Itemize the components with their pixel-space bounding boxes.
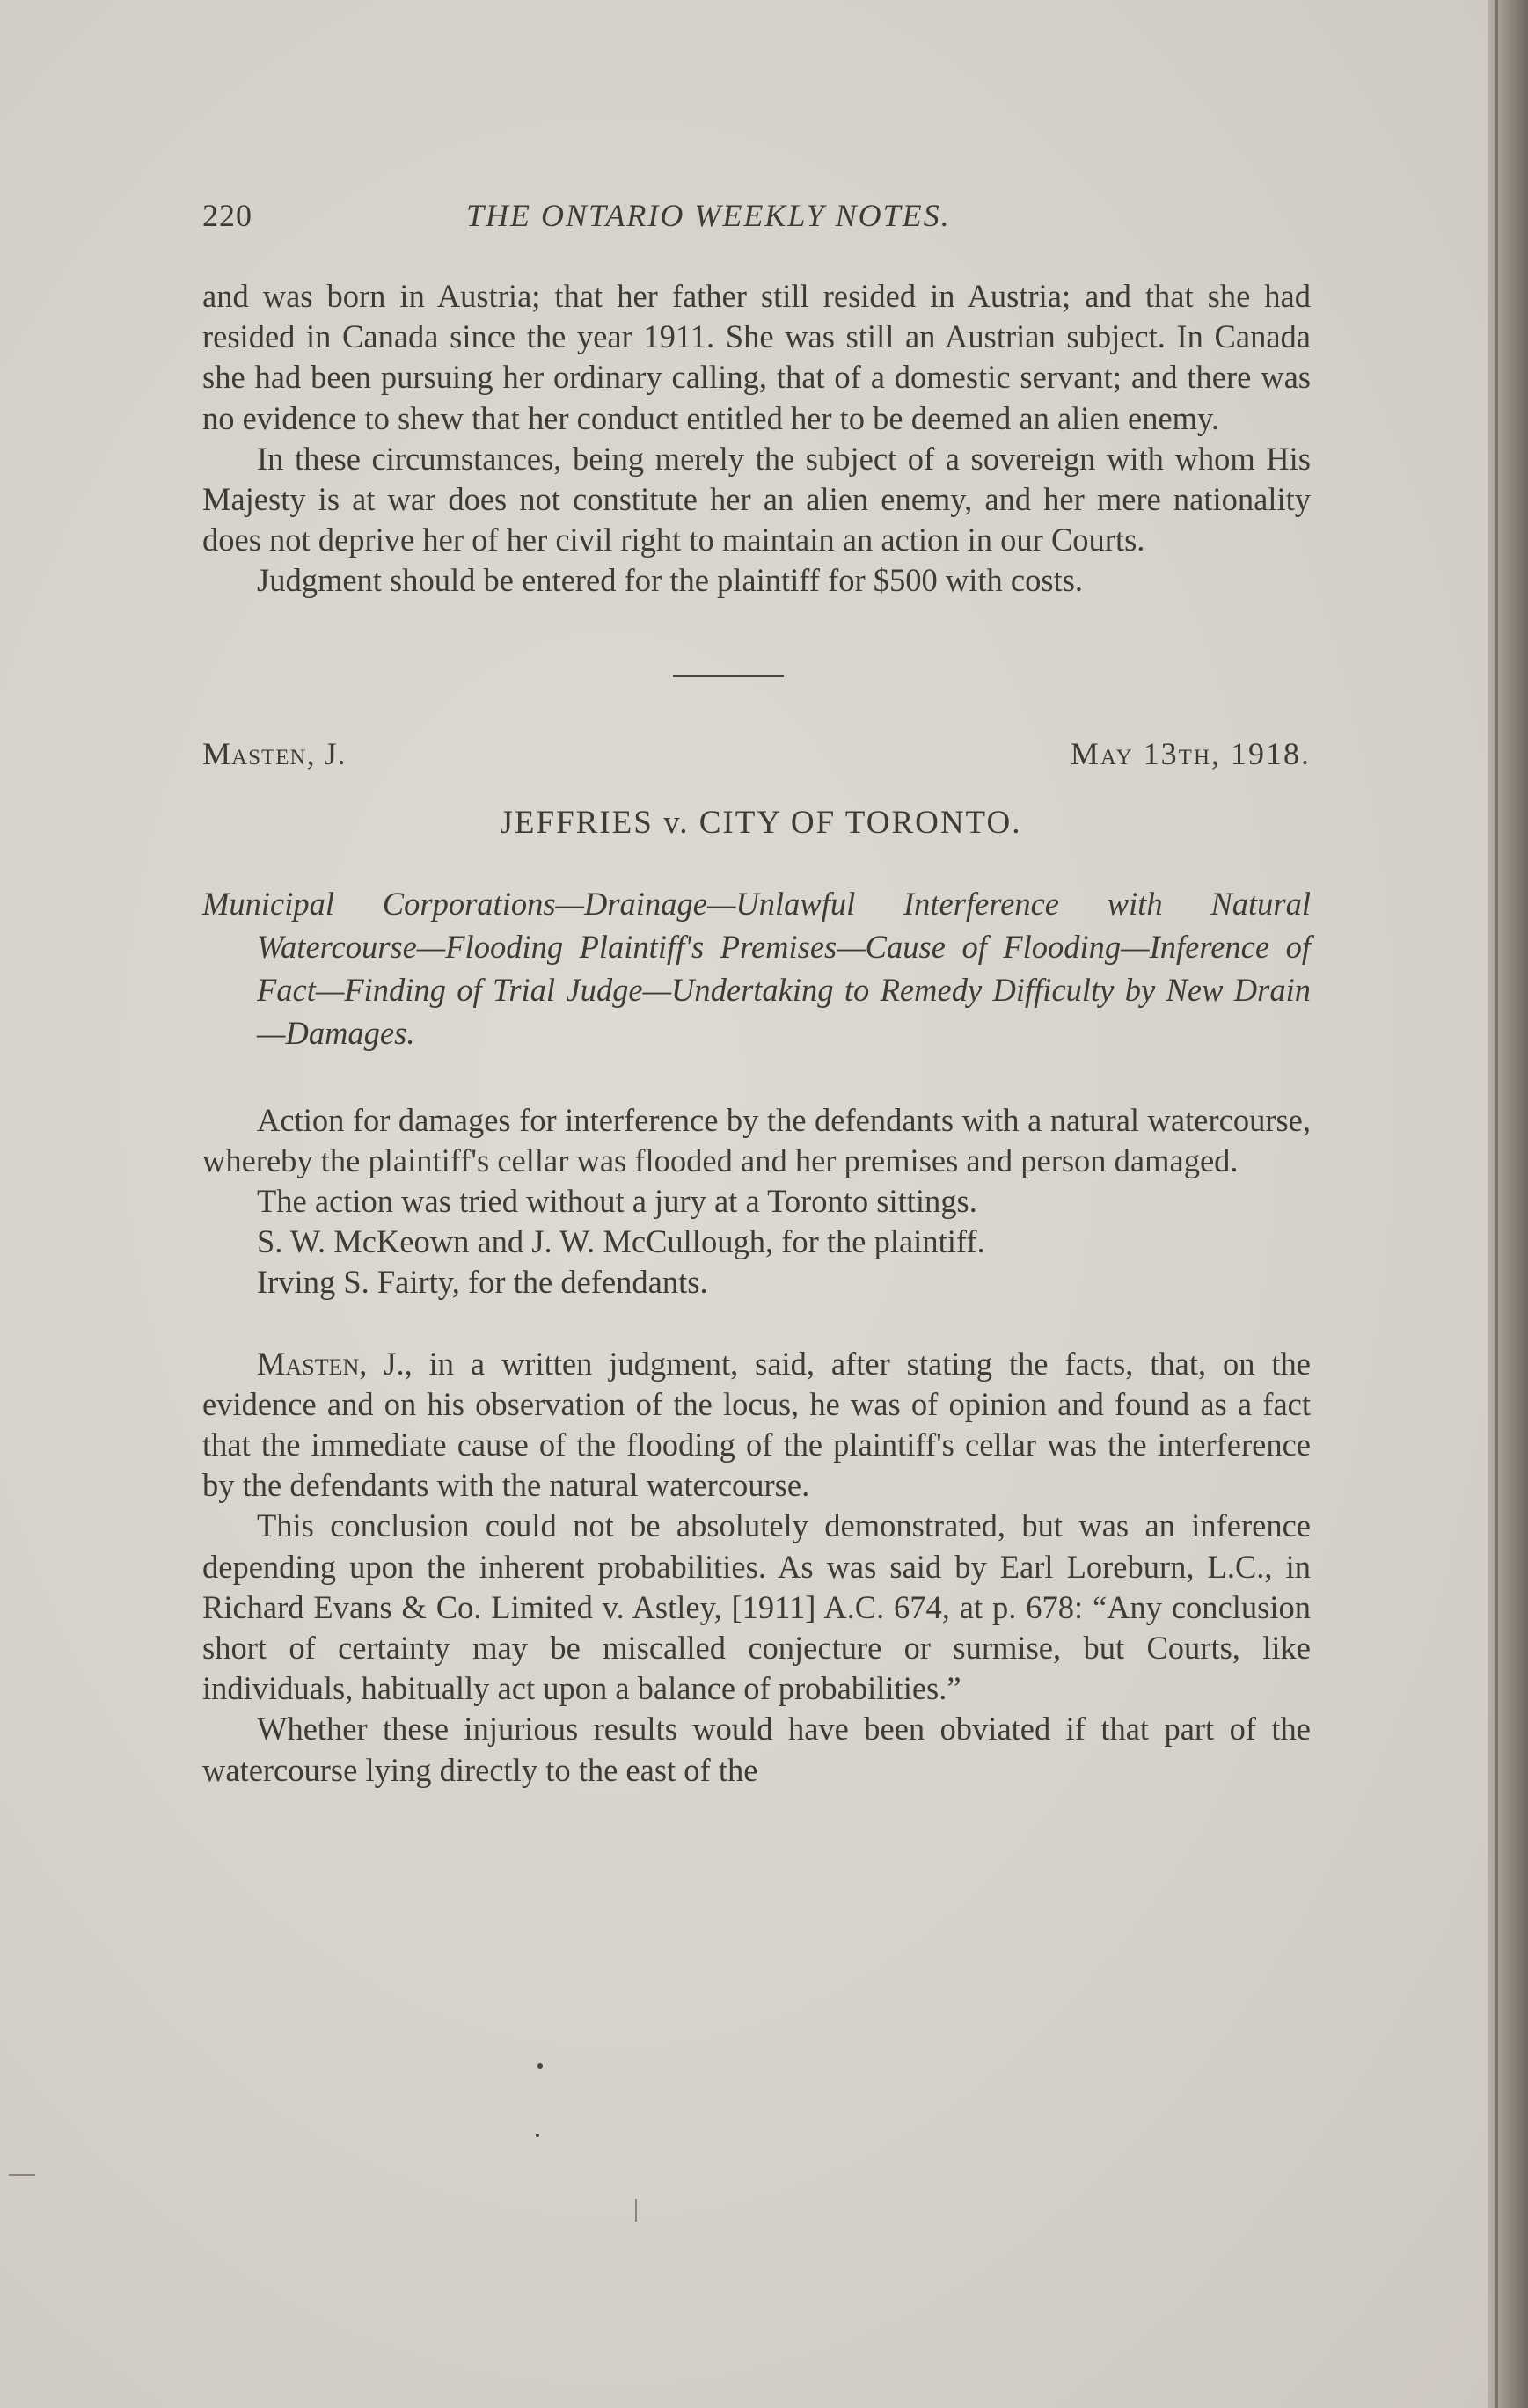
judgment-paragraph-1-text: , J., in a written judgment, said, after stating the facts, that, on the evidence and on his observation of the locus, he was of opinion and found as a fact that the immediate cause of the flooding of the plaintiff's cellar was the interference by the defendants with the natural watercourse. — [202, 1345, 1311, 1504]
judgment-date: May 13th, 1918. — [1070, 735, 1311, 771]
paper-mark — [9, 2174, 35, 2176]
judgment-paragraph-1 — [202, 1344, 1311, 1507]
ink-speck — [536, 2134, 539, 2137]
headnote: Municipal Corporations—Drainage—Unlawful Interference with Natural Watercourse—Flooding Plaintiff's Premises—Cause of Flooding—Inference of Fact—Finding of Trial Judge—Undertaking to Remedy Difficulty by New Drain—Damages. — [202, 885, 1311, 1051]
counsel-defendants: Irving S. Fairty, for the defendants. — [257, 1264, 708, 1301]
page-content — [202, 185, 1311, 1791]
action-summary: Action for damages for interference by the defendants with a natural watercourse, whereby the plaintiff's cellar was flooded and her premises and person damaged. — [202, 1101, 1311, 1178]
page-number: 220 — [202, 198, 252, 233]
case-title: JEFFRIES v. CITY OF TORONTO. — [500, 804, 1022, 841]
paper-mark — [635, 2199, 637, 2222]
book-gutter — [1488, 0, 1528, 2408]
judgment-paragraph-2: This conclusion could not be absolutely demonstrated, but was an inference depending upon the inherent probabilities. As was said by Earl Loreburn, L.C., in Richard Evans & Co. Limited v. Astley, [1911] A.C. 674, at p. 678: “Any conclusion short of certainty may be miscalled conjecture or surmise, but Courts, like individuals, habitually act upon a balance of probabilities.” — [202, 1507, 1311, 1707]
journal-title: THE ONTARIO WEEKLY NOTES. — [466, 198, 951, 233]
running-head — [202, 185, 1311, 237]
previous-case-paragraph-2: In these circumstances, being merely the subject of a sovereign with whom His Majesty is at war does not constitute her an alien enemy, and her mere nationality does not deprive her of her civil right to maintain an action in our Courts. — [202, 440, 1311, 558]
case-dateline — [202, 735, 1311, 779]
counsel-plaintiff: S. W. McKeown and J. W. McCullough, for the plaintiff. — [257, 1223, 985, 1260]
previous-case-paragraph-1: and was born in Austria; that her father still resided in Austria; and that she had resided in Canada since the year 1911. She was still an Austrian subject. In Canada she had been pursuing her ordinary calling, that of a domestic servant; and there was no evidence to shew that her conduct entitled her to be deemed an alien enemy. — [202, 278, 1311, 436]
ink-speck — [537, 2063, 543, 2069]
trial-note: The action was tried without a jury at a Toronto sittings. — [257, 1183, 977, 1220]
gutter-shadow-line — [1495, 0, 1498, 2408]
judgment-judge-name: Masten — [257, 1345, 360, 1382]
judgment-paragraph-3: Whether these injurious results would have been obviated if that part of the watercourse lying directly to the east of the — [202, 1711, 1311, 1788]
judge-name: Masten, J. — [202, 735, 347, 771]
section-divider — [673, 675, 784, 677]
previous-case-paragraph-3: Judgment should be entered for the plaintiff for $500 with costs. — [257, 562, 1084, 599]
